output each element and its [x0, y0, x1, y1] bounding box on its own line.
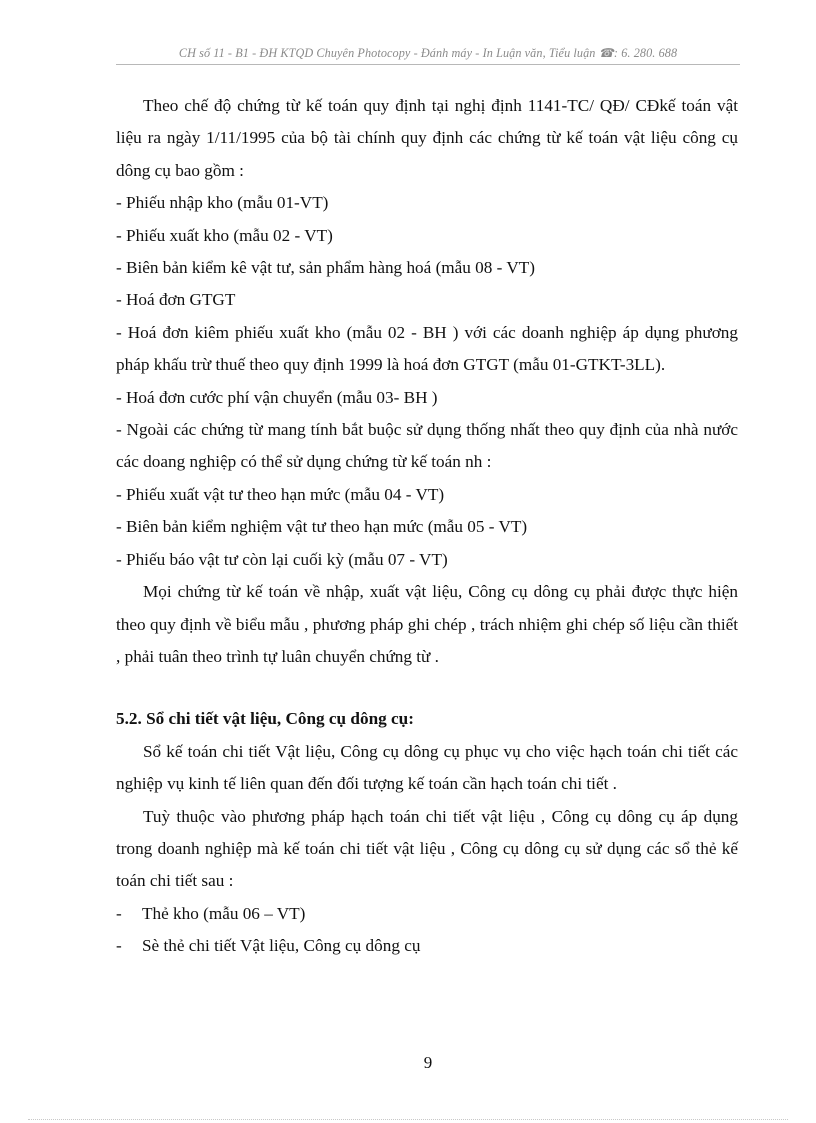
page-number: 9	[423, 1053, 433, 1072]
list-item	[116, 898, 738, 930]
ledger-paragraph: Sổ kế toán chi tiết Vật liệu, Công cụ dông cụ phục vụ cho việc hạch toán chi tiết các nghiệp vụ kinh tế liên quan đến đối tượng kế toán cần hạch toán chi tiết .	[116, 741, 738, 794]
list-dash: -	[116, 903, 122, 923]
list-dash: -	[116, 936, 122, 956]
list-item: - Phiếu báo vật tư còn lại cuối kỳ (mẫu 07 - VT)	[116, 549, 448, 569]
header-divider	[116, 64, 740, 65]
section-heading: 5.2. Sổ chi tiết vật liệu, Công cụ dông cụ:	[116, 709, 414, 729]
list-item: - Phiếu xuất vật tư theo hạn mức (mẫu 04 - VT)	[116, 484, 445, 504]
list-item: - Phiếu nhập kho (mẫu 01-VT)	[116, 193, 329, 213]
section-spacer	[116, 673, 738, 703]
list-item: - Phiếu xuất kho (mẫu 02 - VT)	[116, 225, 333, 245]
list-item-text: Thẻ kho (mẫu 06 – VT)	[142, 903, 306, 923]
list-item: - Ngoài các chứng từ mang tính bắt buộc sử dụng thống nhất theo quy định của nhà nước các doang nghiệp có thể sử dụng chứng từ kế toán nh :	[116, 420, 738, 472]
page-header: CH số 11 - B1 - ĐH KTQD Chuyên Photocopy - Đánh máy - In Luận văn, Tiểu luận ☎: 6. 280. 688	[178, 46, 678, 60]
intro-paragraph: Theo chế độ chứng từ kế toán quy định tại nghị định 1141-TC/ QĐ/ CĐkế toán vật liệu ra ngày 1/11/1995 của bộ tài chính quy định các chứng từ kế toán vật liệu công cụ dông cụ bao gồm :	[116, 96, 738, 180]
list-item: - Hoá đơn GTGT	[116, 290, 236, 310]
list-item: - Biên bản kiểm nghiệm vật tư theo hạn mức (mẫu 05 - VT)	[116, 517, 528, 537]
list-item-text: Sè thẻ chi tiết Vật liệu, Công cụ dông cụ	[142, 936, 421, 956]
list-item	[116, 930, 738, 962]
list-item: - Hoá đơn cước phí vận chuyển (mẫu 03- BH )	[116, 387, 438, 407]
document-body	[116, 90, 738, 963]
list-item: - Biên bản kiểm kê vật tư, sản phẩm hàng hoá (mẫu 08 - VT)	[116, 258, 536, 278]
footer-divider	[28, 1119, 788, 1120]
method-paragraph: Tuỳ thuộc vào phương pháp hạch toán chi tiết vật liệu , Công cụ dông cụ áp dụng trong doanh nghiệp mà kế toán chi tiết vật liệu , Công cụ dông cụ sử dụng các sổ thẻ kế toán chi tiết sau :	[116, 806, 738, 891]
requirements-paragraph: Mọi chứng từ kế toán về nhập, xuất vật liệu, Công cụ dông cụ phải được thực hiện theo quy định về biểu mẫu , phương pháp ghi chép , trách nhiệm ghi chép số liệu cần thiết , phải tuân theo trình tự luân chuyển chứng từ .	[116, 582, 738, 666]
list-item: - Hoá đơn kiêm phiếu xuất kho (mẫu 02 - BH ) với các doanh nghiệp áp dụng phương pháp khấu trừ thuế theo quy định 1999 là hoá đơn GTGT (mẫu 01-GTKT-3LL).	[116, 322, 738, 375]
